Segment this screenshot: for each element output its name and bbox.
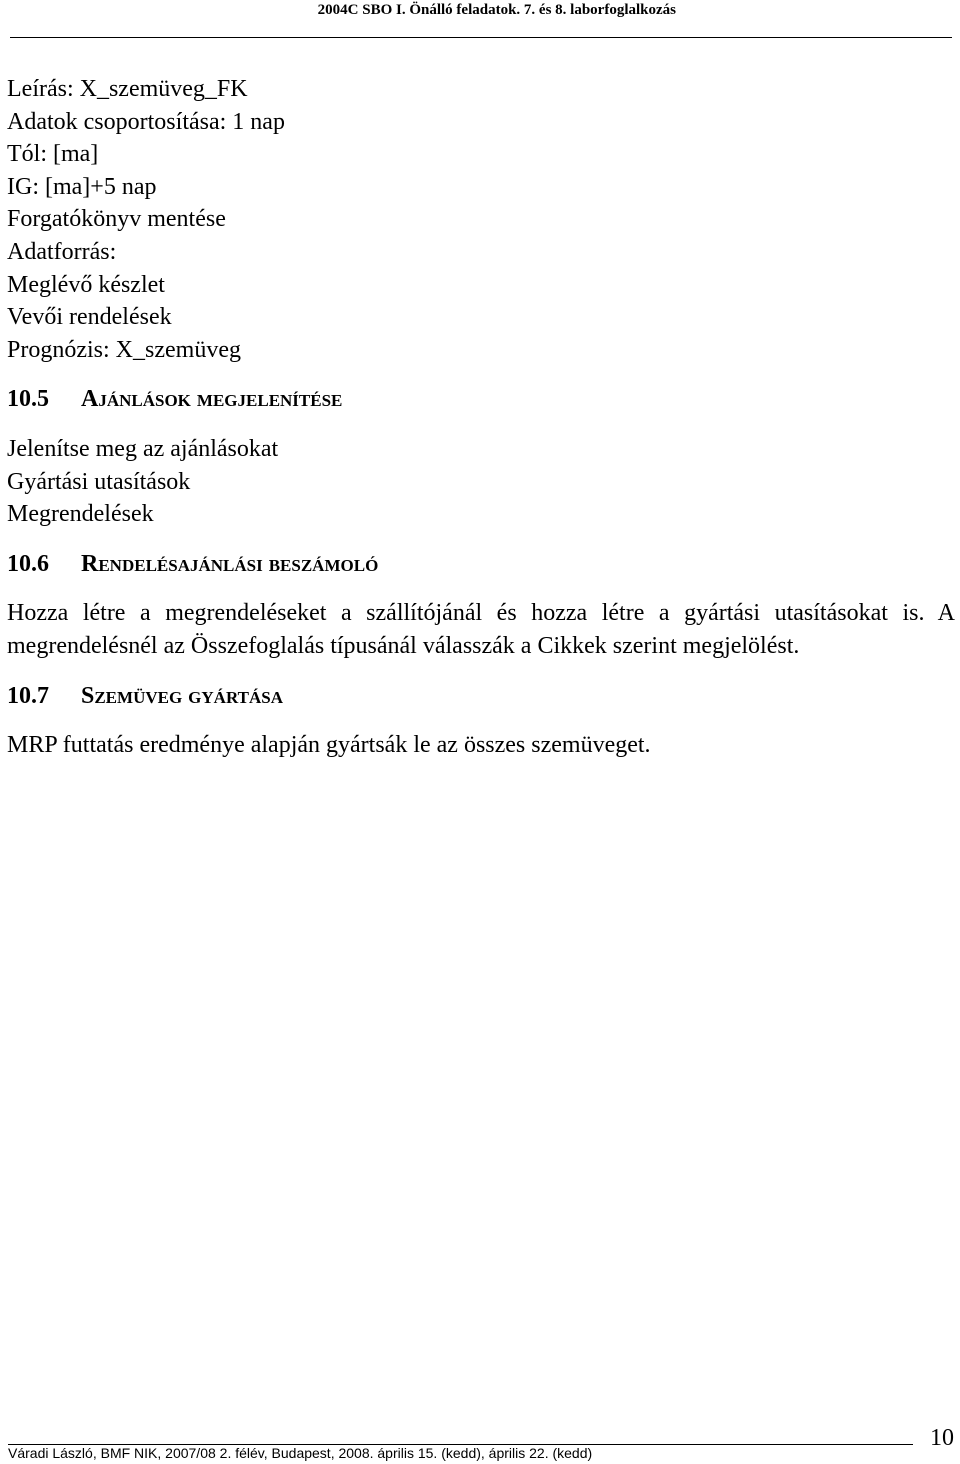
intro-line: Vevői rendelések [7,304,172,331]
section-line: Gyártási utasítások [7,468,191,495]
section-line: Megrendelések [7,501,154,528]
intro-line: Tól: [ma] [7,141,99,168]
footer-text: Váradi László, BMF NIK, 2007/08 2. félév, Budapest, 2008. április 15. (kedd), április 22. (kedd) [8,1445,593,1461]
section-title: Ajánlások megjelenítése [81,386,343,413]
header-rule [10,37,952,38]
section-number: 10.7 [7,682,49,709]
section-heading-10-7 [7,680,955,713]
section-title: Rendelésajánlási beszámoló [81,550,379,577]
section-heading-10-5 [7,383,955,416]
intro-line: Leírás: X_szemüveg_FK [7,76,248,102]
section-number: 10.6 [7,550,49,577]
intro-line: IG: [ma]+5 nap [7,173,157,200]
intro-line: Prognózis: X_szemüveg [7,336,241,363]
page-number: 10 [930,1425,954,1451]
page-header: 2004C SBO I. Önálló feladatok. 7. és 8. laborfoglalkozás [317,2,676,18]
section-line: Jelenítse meg az ajánlásokat [7,435,279,462]
section-paragraph: MRP futtatás eredménye alapján gyártsák le az összes szemüveget. [7,732,651,759]
intro-line: Adatok csoportosítása: 1 nap [7,108,285,135]
intro-line: Adatforrás: [7,238,117,265]
section-title: Szemüveg gyártása [81,682,283,709]
intro-line: Meglévő készlet [7,271,165,298]
section-heading-10-6 [7,548,955,581]
section-paragraph: Hozza létre a megrendeléseket a szállítójánál és hozza létre a gyártási utasításokat is. A megrendelésnél az Összefoglalás típusánál válasszák a Cikkek szerint megjelölést. [7,600,955,659]
document-body [7,73,955,762]
intro-line: Forgatókönyv mentése [7,206,226,233]
section-number: 10.5 [7,386,49,413]
